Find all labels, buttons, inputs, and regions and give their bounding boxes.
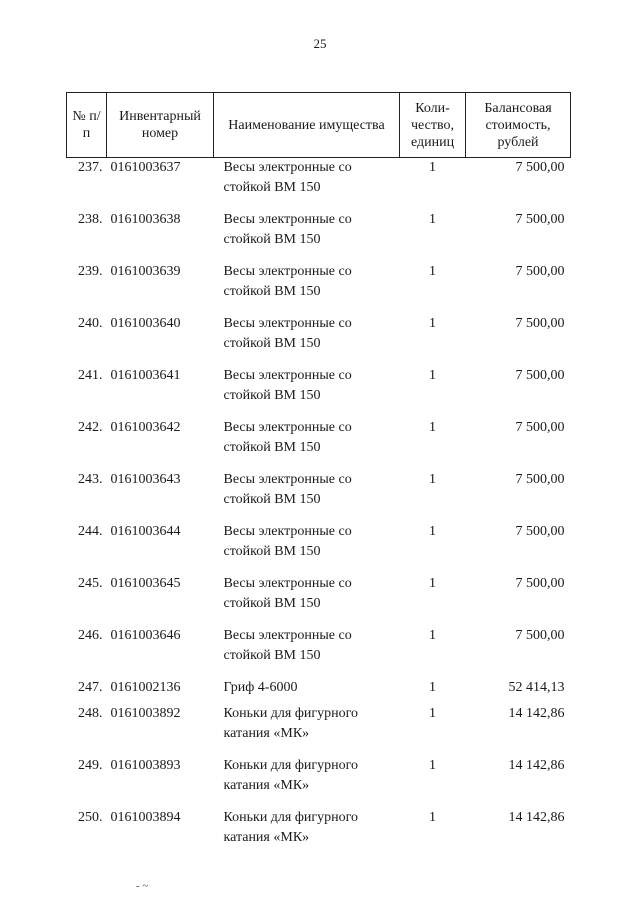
header-name: Наименование имущества [214,93,400,158]
cell-quantity: 1 [429,810,436,825]
table-row [67,418,571,470]
table-row [67,470,571,522]
inventory-table-container [66,92,570,860]
cell-quantity: 1 [429,472,436,487]
header-cost: Балансовая стоимость, рублей [466,93,571,158]
cell-cost: 7 500,00 [515,160,565,175]
cell-cost: 14 142,86 [508,810,565,825]
cell-inventory: 0161003894 [110,810,181,825]
table-row [67,704,571,756]
cell-cost: 7 500,00 [515,576,565,591]
cell-inventory: 0161003646 [110,628,181,643]
cell-quantity: 1 [429,680,436,695]
table-row [67,756,571,808]
cell-quantity: 1 [429,706,436,721]
cell-cost: 7 500,00 [515,316,565,331]
table-row [67,210,571,262]
cell-name: Весы электронные со стойкой ВМ 150 [223,420,352,455]
cell-cost: 7 500,00 [515,264,565,279]
cell-cost: 7 500,00 [515,212,565,227]
cell-name: Весы электронные со стойкой ВМ 150 [223,576,352,611]
cell-name: Весы электронные со стойкой ВМ 150 [223,628,352,663]
table-row [67,574,571,626]
table-row [67,158,571,211]
cell-quantity: 1 [429,160,436,175]
header-quantity: Коли-чество, единиц [400,93,466,158]
cell-num: 242. [78,420,103,435]
table-row [67,262,571,314]
cell-inventory: 0161003893 [110,758,181,773]
cell-num: 249. [78,758,103,773]
cell-name: Коньки для фигурного катания «МК» [223,758,359,793]
cell-quantity: 1 [429,524,436,539]
table-row [67,366,571,418]
table-header [67,93,571,158]
cell-inventory: 0161003639 [110,264,181,279]
cell-inventory: 0161003640 [110,316,181,331]
cell-quantity: 1 [429,628,436,643]
cell-inventory: 0161003643 [110,472,181,487]
table-row [67,678,571,704]
page-number: 25 [313,36,327,51]
cell-cost: 14 142,86 [508,758,565,773]
cell-num: 244. [78,524,103,539]
cell-cost: 7 500,00 [515,368,565,383]
cell-num: 241. [78,368,103,383]
table-row [67,522,571,574]
footer-mark: - ~ [136,880,149,892]
cell-name: Весы электронные со стойкой ВМ 150 [223,316,352,351]
cell-num: 237. [78,160,103,175]
table-row [67,314,571,366]
cell-inventory: 0161003644 [110,524,181,539]
cell-inventory: 0161003892 [110,706,181,721]
inventory-table [66,92,571,860]
cell-quantity: 1 [429,368,436,383]
cell-quantity: 1 [429,212,436,227]
cell-name: Коньки для фигурного катания «МК» [223,706,359,741]
cell-quantity: 1 [429,264,436,279]
cell-num: 245. [78,576,103,591]
cell-cost: 14 142,86 [508,706,565,721]
cell-cost: 7 500,00 [515,524,565,539]
cell-num: 239. [78,264,103,279]
header-inventory: Инвентарный номер [107,93,214,158]
cell-num: 243. [78,472,103,487]
table-row [67,808,571,860]
cell-num: 248. [78,706,103,721]
cell-name: Весы электронные со стойкой ВМ 150 [223,212,352,247]
cell-inventory: 0161003641 [110,368,181,383]
cell-inventory: 0161003645 [110,576,181,591]
cell-cost: 7 500,00 [515,628,565,643]
cell-num: 240. [78,316,103,331]
cell-name: Коньки для фигурного катания «МК» [223,810,359,845]
cell-inventory: 0161003638 [110,212,181,227]
cell-quantity: 1 [429,420,436,435]
cell-name: Весы электронные со стойкой ВМ 150 [223,264,352,299]
cell-num: 250. [78,810,103,825]
cell-name: Весы электронные со стойкой ВМ 150 [223,472,352,507]
cell-inventory: 0161002136 [110,680,181,695]
table-body [67,158,571,861]
cell-name: Весы электронные со стойкой ВМ 150 [223,524,352,559]
cell-cost: 52 414,13 [508,680,565,695]
cell-name: Весы электронные со стойкой ВМ 150 [223,368,352,403]
cell-quantity: 1 [429,576,436,591]
cell-inventory: 0161003637 [110,160,181,175]
cell-num: 246. [78,628,103,643]
table-row [67,626,571,678]
cell-inventory: 0161003642 [110,420,181,435]
cell-name: Весы электронные со стойкой ВМ 150 [223,160,352,195]
cell-cost: 7 500,00 [515,420,565,435]
cell-num: 238. [78,212,103,227]
header-num: № п/п [67,93,107,158]
cell-name: Гриф 4-6000 [223,680,298,695]
cell-cost: 7 500,00 [515,472,565,487]
cell-num: 247. [78,680,103,695]
cell-quantity: 1 [429,758,436,773]
cell-quantity: 1 [429,316,436,331]
